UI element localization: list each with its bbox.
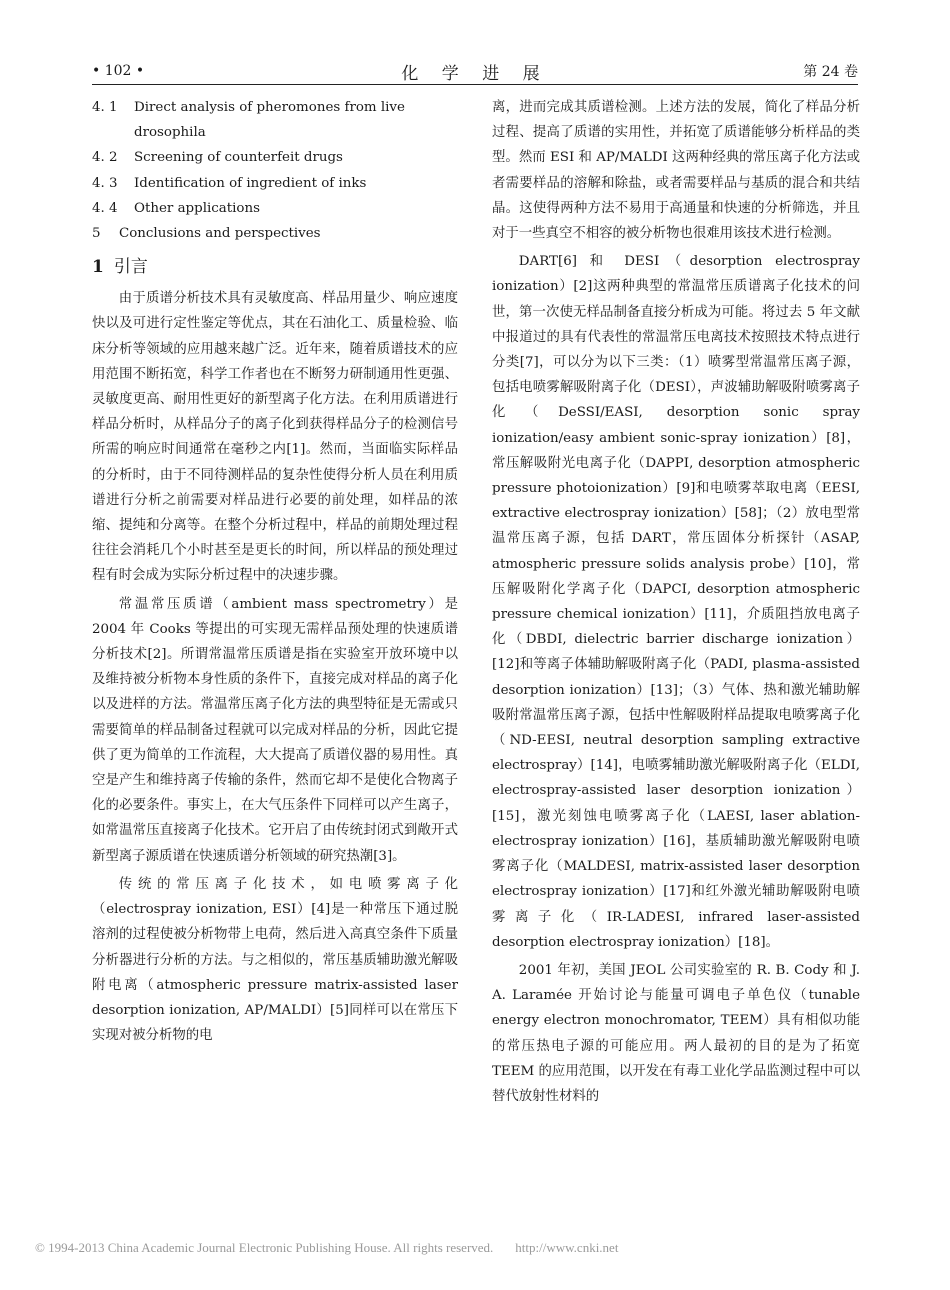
section-heading xyxy=(92,254,458,280)
toc-number: 4. 2 xyxy=(92,150,118,166)
section-title: 引言 xyxy=(113,257,148,278)
toc-item xyxy=(92,95,458,145)
toc-text: Direct analysis of pheromones from live drosophila xyxy=(134,100,405,141)
left-column xyxy=(92,95,458,1051)
copyright-notice: © 1994-2013 China Academic Journal Electronic Publishing House. All rights reserved. xyxy=(35,1240,494,1255)
body-paragraph: 2001 年初，美国 JEOL 公司实验室的 R. B. Cody 和 J. A. Laramée 开始讨论与能量可调电子单色仪（tunable energy electron monochromator, TEEM）具有相似功能的常压热电子源的可能应用。两人最初的目的是为了拓宽 TEEM 的应用范围，以开发在有毒工业化学品监测过程中可以替代放射性材料的 xyxy=(492,962,860,1104)
toc-number: 4. 3 xyxy=(92,175,118,191)
toc-text: Other applications xyxy=(134,200,260,216)
page-number: • 102 • xyxy=(92,63,145,79)
body-paragraph: 离，进而完成其质谱检测。上述方法的发展，简化了样品分析过程、提高了质谱的实用性，并拓宽了质谱能够分析样品的类型。然而 ESI 和 AP/MALDI 这两种经典的常压离子化方法或者需要样品的溶解和除盐，或者需要样品与基质的混合和共结晶。这使得两种方法不易用于高通量和快速的分析筛选，并且对于一些真空不相容的被分析物也很难用该技术进行检测。 xyxy=(492,100,860,242)
toc-number: 5 xyxy=(92,226,101,242)
page-header xyxy=(92,58,858,85)
toc-item xyxy=(92,171,458,196)
toc-number: 4. 1 xyxy=(92,100,118,115)
section-number: 1 xyxy=(92,257,104,278)
toc-item xyxy=(92,145,458,170)
footer-link[interactable]: http://www.cnki.net xyxy=(515,1240,619,1255)
toc-text: Screening of counterfeit drugs xyxy=(134,150,343,166)
page-footer xyxy=(35,1240,618,1256)
toc-item xyxy=(92,196,458,221)
body-paragraph: DART[6] 和 DESI（desorption electrospray ionization）[2]这两种典型的常温常压质谱离子化技术的问世，第一次使无样品制备直接分析成为可能。将过去 5 年文献中报道过的具有代表性的常温常压电离技术按照技术特点进行分类[7]，可以分为以下三类：（1）喷雾型常温常压离子源，包括电喷雾解吸附离子化（DESI），声波辅助解吸附喷雾离子化（DeSSI/EASI, desorption sonic spray ionization/easy ambient sonic-spray ionization）[8]，常压解吸附光电离子化（DAPPI, desorption atmospheric pressure photoionization）[9]和电喷雾萃取电离（EESI, extractive electrospray ionization）[58]；（2）放电型常温常压离子源，包括 DART，常压固体分析探针（ASAP, atmospheric pressure solids analysis probe）[10]，常压解吸附化学离子化（DAPCI, desorption atmospheric pressure chemical ionization）[11]，介质阻挡放电离子化（DBDI, dielectric barrier discharge ionization）[12]和等离子体辅助解吸附离子化（PADI, plasma-assisted desorption ionization）[13]；（3）气体、热和激光辅助解吸附常温常压离子源，包括中性解吸附样品提取电喷雾离子化（ND-EESI, neutral desorption sampling extractive electrospray）[14]，电喷雾辅助激光解吸附离子化（ELDI, electrospray-assisted laser desorption ionization）[15]，激光刻蚀电喷雾离子化（LAESI, laser ablation-electrospray ionization）[16]，基质辅助激光解吸附电喷雾离子化（MALDESI, matrix-assisted laser desorption electrospray ionization）[17]和红外激光辅助解吸附电喷雾离子化（IR-LADESI, infrared laser-assisted desorption electrospray ionization）[18]。 xyxy=(492,254,860,950)
right-column xyxy=(492,95,860,1112)
toc-number: 4. 4 xyxy=(92,200,118,216)
toc-text: Conclusions and perspectives xyxy=(119,226,321,242)
toc-item xyxy=(92,221,458,246)
body-paragraph: 由于质谱分析技术具有灵敏度高、样品用量少、响应速度快以及可进行定性鉴定等优点，其在石油化工、质量检验、临床分析等领域的应用越来越广泛。近年来，随着质谱技术的应用范围不断拓宽，科学工作者也在不断努力研制通用性更强、灵敏度更高、耐用性更好的新型离子化方法。在利用质谱进行样品分析时，从样品分子的离子化到获得样品分子的检测信号所需的响应时间通常在毫秒之内[1]。然而，当面临实际样品的分析时，由于不同待测样品的复杂性使得分析人员在利用质谱进行分析之前需要对样品进行必要的前处理，如样品的浓缩、提纯和分离等。在整个分析过程中，样品的前期处理过程往往会消耗几个小时甚至是更长的时间，所以样品的预处理过程有时会成为实际分析过程中的决速步骤。 xyxy=(92,291,458,584)
table-of-contents xyxy=(92,95,458,246)
toc-text: Identification of ingredient of inks xyxy=(134,175,367,191)
body-paragraph: 常温常压质谱（ambient mass spectrometry）是2004 年 Cooks 等提出的可实现无需样品预处理的快速质谱分析技术[2]。所谓常温常压质谱是指在实验室开放环境中以及维持被分析物本身性质的条件下，直接完成对样品的离子化以及进样的方法。常温常压离子化方法的典型特征是无需或只需要简单的样品制备过程就可以完成对样品的分析，因此它提供了更为简单的工作流程，大大提高了质谱仪器的易用性。真空是产生和维持离子传输的条件，然而它却不是使化合物离子化的必要条件。事实上，在大气压条件下同样可以产生离子，如常温常压直接离子化技术。它开启了由传统封闭式到敞开式新型离子源质谱在快速质谱分析领域的研究热潮[3]。 xyxy=(92,596,458,864)
journal-title: 化 学 进 展 xyxy=(401,63,549,84)
volume-label: 第 24 卷 xyxy=(803,64,858,80)
body-paragraph: 传统的常压离子化技术，如电喷雾离子化（electrospray ionization, ESI）[4]是一种常压下通过脱溶剂的过程使被分析物带上电荷，然后进入高真空条件下质量分析器进行分析的方法。与之相似的，常压基质辅助激光解吸附电离（atmospheric pressure matrix-assisted laser desorption ionization, AP/MALDI）[5]同样可以在常压下实现对被分析物的电 xyxy=(92,876,458,1044)
